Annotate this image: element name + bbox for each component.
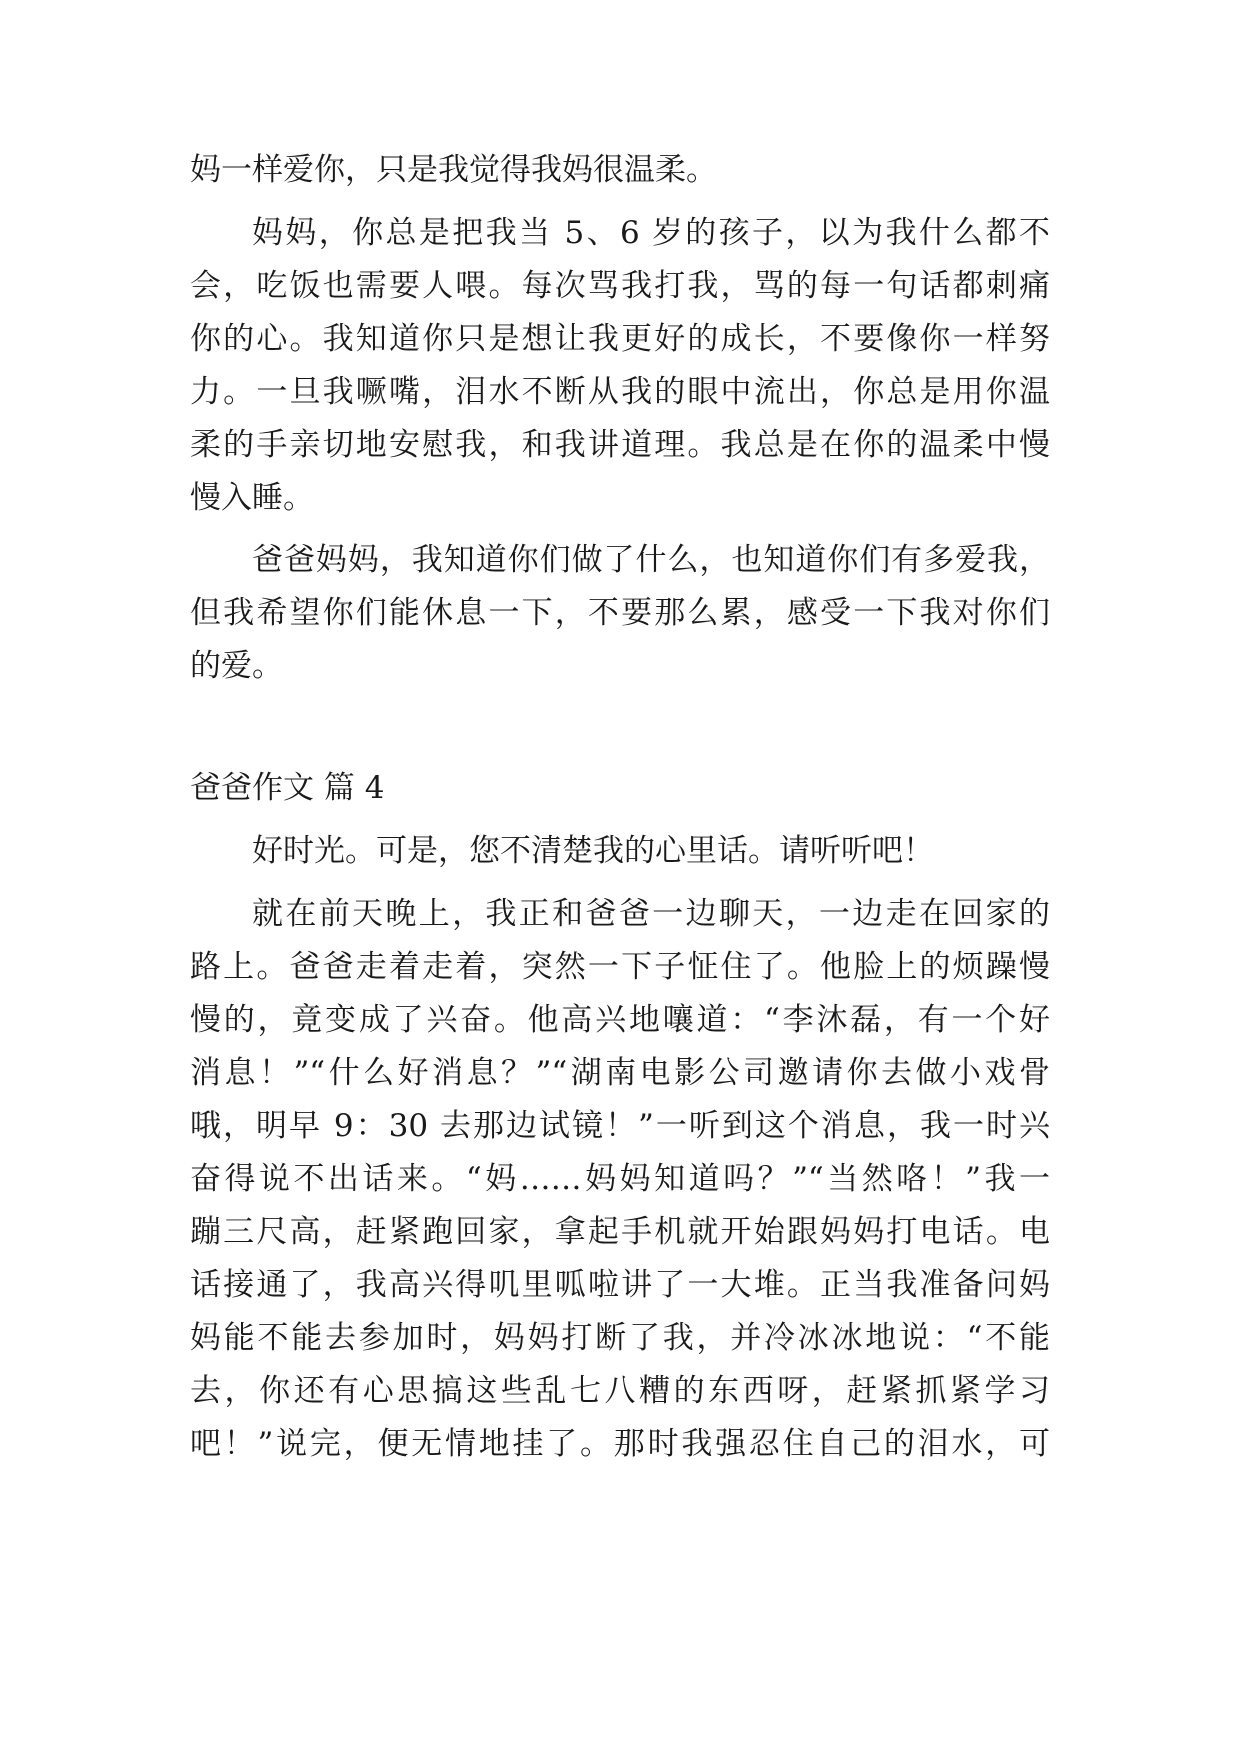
- paragraph-line: 爸爸妈妈，我知道你们做了什么，也知道你们有多爱我，: [252, 542, 1050, 578]
- paragraph-line: 慢的，竟变成了兴奋。他高兴地嚷道：“李沐磊，有一个好: [190, 1002, 1050, 1038]
- paragraph-line: 去，你还有心思搞这些乱七八糟的东西呀，赶紧抓紧学习: [190, 1373, 1050, 1409]
- paragraph-line: 但我希望你们能休息一下，不要那么累，感受一下我对你们: [190, 595, 1050, 631]
- paragraph-line: 就在前天晚上，我正和爸爸一边聊天，一边走在回家的: [252, 896, 1050, 932]
- paragraph-line: 慢入睡。: [190, 480, 314, 516]
- paragraph-line: 奋得说不出话来。“妈……妈妈知道吗？”“当然咯！”我一: [190, 1161, 1050, 1197]
- paragraph-line: 柔的手亲切地安慰我，和我讲道理。我总是在你的温柔中慢: [190, 427, 1050, 463]
- paragraph-line: 妈妈，你总是把我当 5、6 岁的孩子，以为我什么都不: [252, 215, 1050, 251]
- paragraph-line: 消息！”“什么好消息？”“湖南电影公司邀请你去做小戏骨: [190, 1055, 1050, 1091]
- paragraph-line: 你的心。我知道你只是想让我更好的成长，不要像你一样努: [190, 321, 1050, 357]
- paragraph-line: 妈一样爱你，只是我觉得我妈很温柔。: [190, 152, 717, 188]
- paragraph-line: 路上。爸爸走着走着，突然一下子怔住了。他脸上的烦躁慢: [190, 949, 1050, 985]
- section-heading: 爸爸作文 篇 4: [190, 770, 385, 806]
- paragraph-line: 妈能不能去参加时，妈妈打断了我，并冷冰冰地说：“不能: [190, 1320, 1050, 1356]
- paragraph-line: 力。一旦我噘嘴，泪水不断从我的眼中流出，你总是用你温: [190, 374, 1050, 410]
- paragraph-line: 的爱。: [190, 648, 283, 684]
- paragraph-line: 好时光。可是，您不清楚我的心里话。请听听吧！: [252, 833, 934, 869]
- paragraph-line: 哦，明早 9：30 去那边试镜！”一听到这个消息，我一时兴: [190, 1108, 1050, 1144]
- paragraph-line: 会，吃饭也需要人喂。每次骂我打我，骂的每一句话都刺痛: [190, 268, 1050, 304]
- paragraph-line: 吧！”说完，便无情地挂了。那时我强忍住自己的泪水，可: [190, 1426, 1050, 1462]
- paragraph-line: 蹦三尺高，赶紧跑回家，拿起手机就开始跟妈妈打电话。电: [190, 1214, 1050, 1250]
- paragraph-line: 话接通了，我高兴得叽里呱啦讲了一大堆。正当我准备问妈: [190, 1267, 1050, 1303]
